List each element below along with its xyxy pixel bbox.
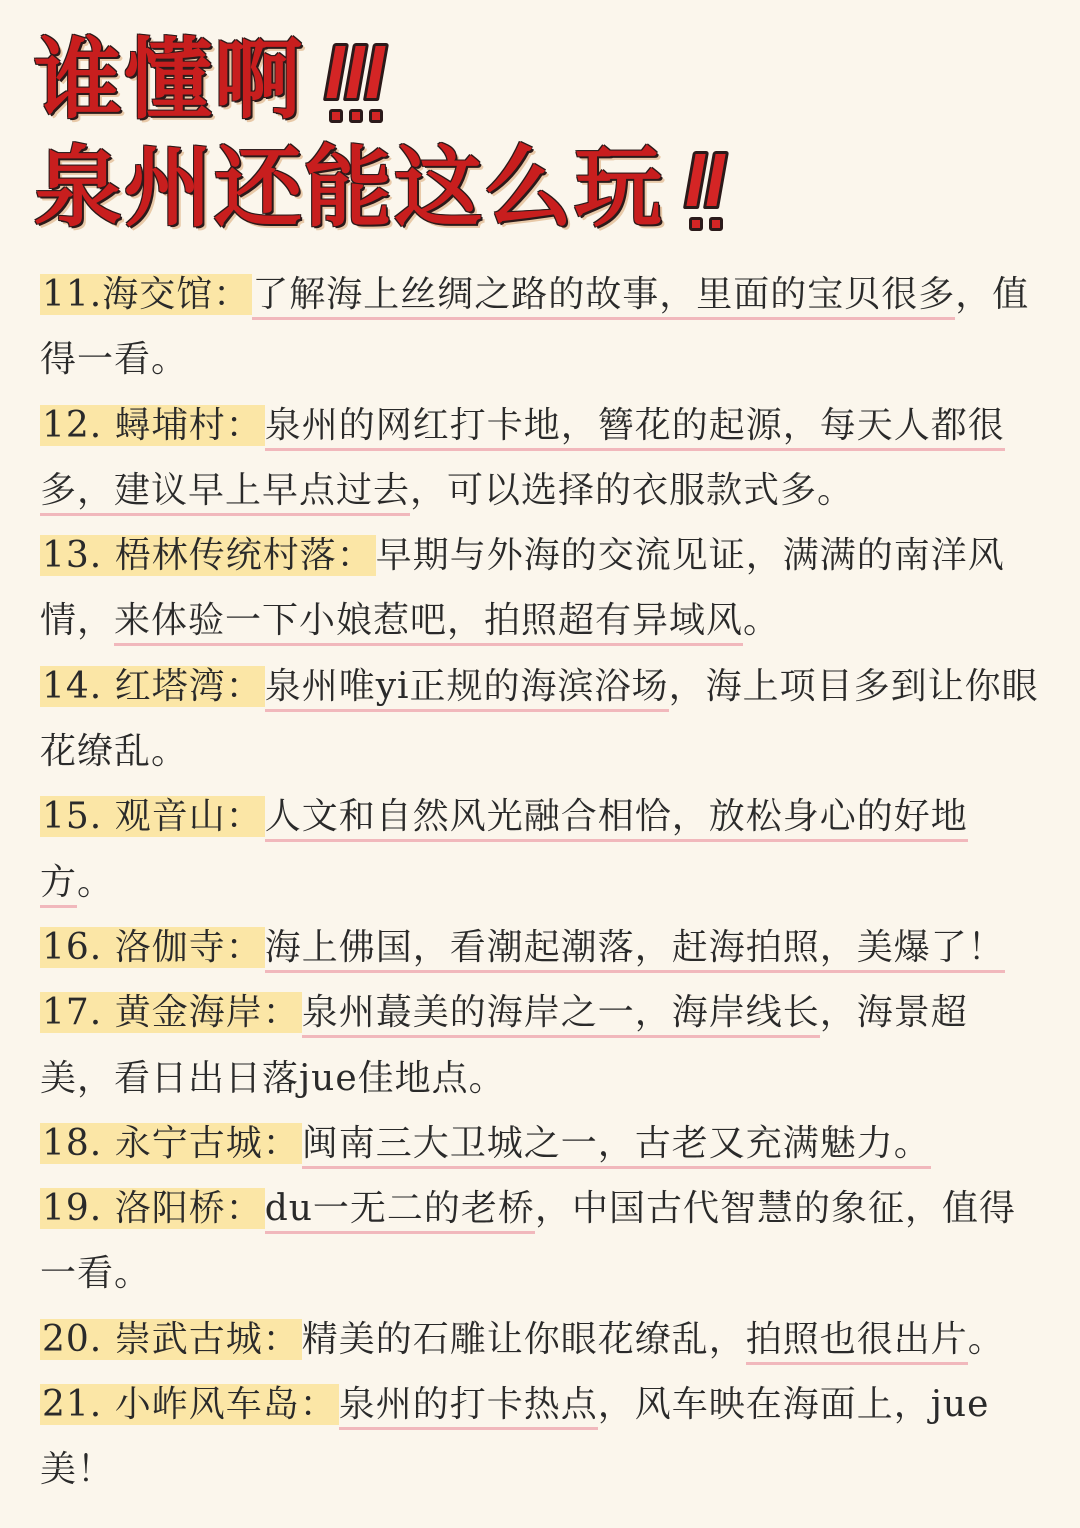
list-item: [40, 654, 1040, 785]
list-item: [40, 915, 1040, 980]
item-label: 16. 洛伽寺：: [42, 926, 263, 968]
item-desc-highlight: 拍照也很出片: [746, 1319, 968, 1365]
item-label: 13. 梧林传统村落：: [42, 535, 374, 577]
item-desc-highlight: 泉州蕞美的海岸之一，海岸线长: [302, 992, 820, 1038]
list-item: [40, 393, 1040, 524]
list-item: [40, 1307, 1040, 1372]
item-desc: ，风车映在海面上，jue美！: [40, 1384, 990, 1491]
item-desc: ，中国古代智慧的象征，值得一看。: [40, 1188, 1016, 1295]
item-label: 21. 小岞风车岛：: [42, 1384, 337, 1426]
triple-exclamation-icon: [328, 37, 388, 123]
item-label: 12. 蟳埔村：: [42, 404, 263, 446]
item-label: 19. 洛阳桥：: [42, 1188, 263, 1230]
title-text-1: 谁懂啊: [34, 28, 305, 131]
title-block: [34, 26, 728, 242]
item-desc: 。: [743, 600, 781, 642]
item-desc-highlight: du一无二的老桥: [265, 1188, 535, 1234]
item-desc-highlight: 泉州的打卡热点: [339, 1384, 598, 1430]
item-label: 17. 黄金海岸：: [42, 992, 300, 1034]
list-item: [40, 1372, 1040, 1503]
double-exclamation-icon: [688, 145, 728, 231]
item-desc-highlight: 闽南三大卫城之一，古老又充满魅力。: [302, 1123, 931, 1169]
item-label: 15. 观音山：: [42, 796, 263, 838]
item-desc-highlight: 海上佛国，看潮起潮落，赶海拍照，美爆了！: [265, 927, 1005, 973]
list-item: [40, 523, 1040, 654]
item-desc: ，可以选择的衣服款式多。: [410, 469, 855, 511]
item-label: 14. 红塔湾：: [42, 665, 263, 707]
attraction-list: [40, 262, 1040, 1503]
item-desc: 。: [967, 1318, 1005, 1360]
item-desc-highlight: 人文和自然风光融合相恰，放松身心的好地方: [40, 796, 968, 907]
list-item: [40, 1111, 1040, 1176]
item-desc-pre: 早期与外海的交流见证，满满的南洋风情，: [40, 535, 1005, 642]
item-desc: ，海景超美，看日出日落jue佳地点。: [40, 992, 968, 1099]
item-label: 20. 崇武古城：: [42, 1318, 300, 1360]
item-desc-highlight: 来体验一下小娘惹吧，拍照超有异域风: [114, 600, 743, 646]
item-desc-pre: 精美的石雕让你眼花缭乱，: [301, 1318, 746, 1360]
item-desc: ，海上项目多到让你眼花缭乱。: [40, 665, 1039, 773]
item-desc-highlight: 了解海上丝绸之路的故事，里面的宝贝很多: [252, 274, 955, 320]
item-label: 18. 永宁古城：: [42, 1122, 300, 1164]
item-desc: ，值得一看。: [40, 274, 1030, 381]
title-line-2: [34, 134, 728, 242]
item-desc: 。: [77, 861, 115, 903]
list-item: [40, 784, 1040, 915]
item-desc-highlight: 泉州唯yi正规的海滨浴场: [265, 666, 669, 712]
list-item: [40, 980, 1040, 1111]
list-item: [40, 262, 1040, 393]
item-desc-highlight: 泉州的网红打卡地，簪花的起源，每天人都很多，建议早上早点过去: [40, 405, 1005, 516]
item-label: 11.海交馆：: [42, 274, 251, 315]
title-text-2: 泉州还能这么玩: [34, 136, 665, 239]
list-item: [40, 1176, 1040, 1307]
title-line-1: [34, 26, 728, 134]
